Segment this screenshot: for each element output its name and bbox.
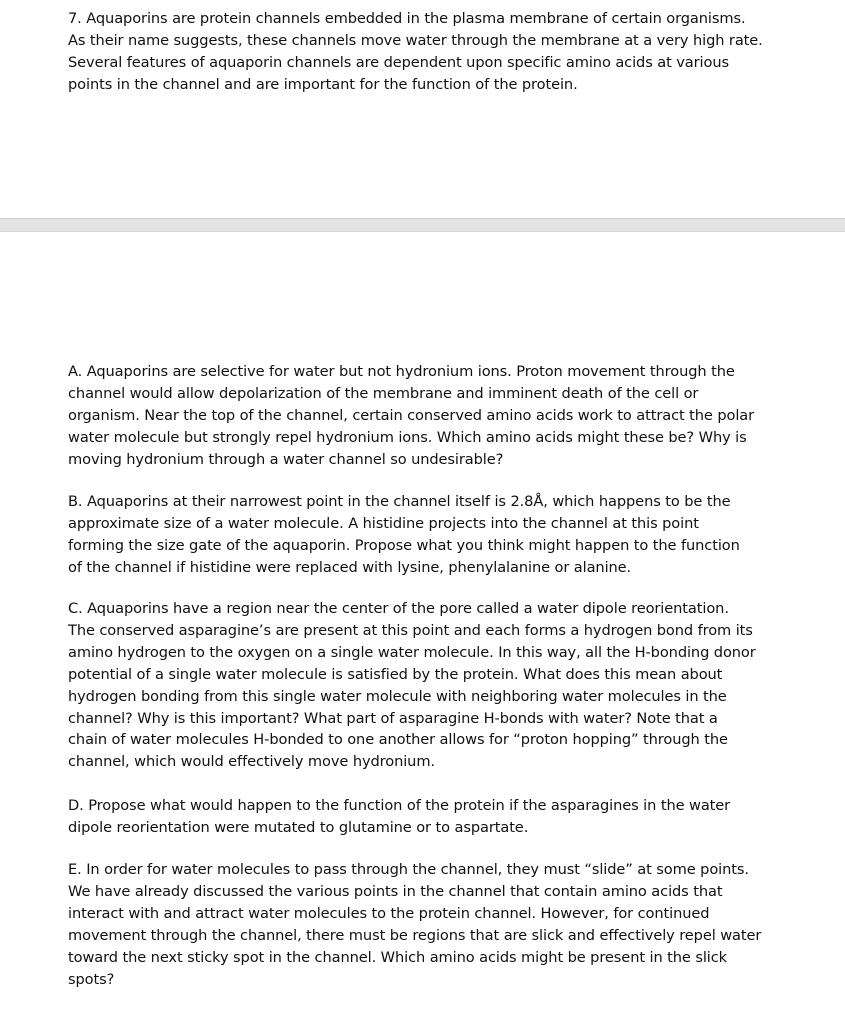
page-break-divider (0, 218, 845, 232)
part-e-text: E. In order for water molecules to pass through the channel, they must “slide” at some points. We have already discussed the various points in the channel that contain amino acids that interact with and attract water molecules to the protein channel. However, for continued movement through the channel, there must be regions that are slick and effectively repel water toward the next sticky spot in the channel. Which amino acids might be present in the slick spots? (68, 861, 762, 988)
part-d-text: D. Propose what would happen to the function of the protein if the asparagines in the water dipole reorientation were mutated to glutamine or to aspartate. (68, 797, 731, 836)
part-c-text: C. Aquaporins have a region near the center of the pore called a water dipole reorientation. The conserved asparagine’s are present at this point and each forms a hydrogen bond from its amino hydrogen to the oxygen on a single water molecule. In this way, all the H-bonding donor potential of a single water molecule is satisfied by the protein. What does this mean about hydrogen bonding from this single water molecule with neighboring water molecules in the channel? Why is this important? What part of asparagine H-bonds with water? Note that a chain of water molecules H-bonded to one another allows for “proton hopping” through the channel, which would effectively move hydronium. (68, 600, 756, 771)
part-a-text: A. Aquaporins are selective for water but not hydronium ions. Proton movement through the channel would allow depolarization of the membrane and imminent death of the cell or organism. Near the top of the channel, certain conserved amino acids work to attract the polar water molecule but strongly repel hydronium ions. Which amino acids might these be? Why is moving hydronium through a water channel so undesirable? (68, 363, 755, 468)
question-7-intro: 7. Aquaporins are protein channels embedded in the plasma membrane of certain organisms. As their name suggests, these channels move water through the membrane at a very high rate. Several features of aquaporin channels are dependent upon specific amino acids at various points in the channel and are important for the function of the protein. (68, 10, 763, 93)
part-b-text: B. Aquaporins at their narrowest point in the channel itself is 2.8Å, which happens to be the approximate size of a water molecule. A histidine projects into the channel at this point forming the size gate of the aquaporin. Propose what you think might happen to the function of the channel if histidine were replaced with lysine, phenylalanine or alanine. (68, 493, 740, 576)
